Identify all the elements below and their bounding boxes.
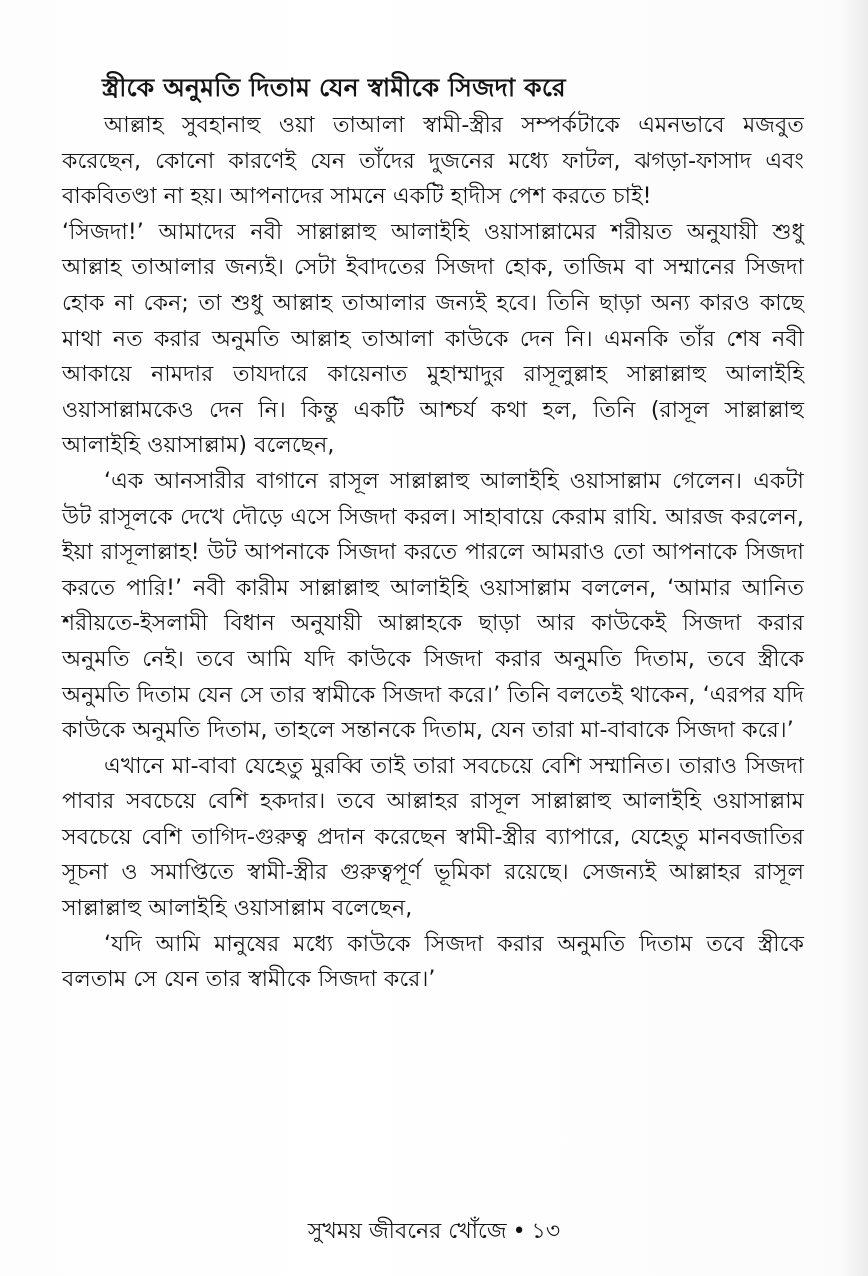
paragraph-closing-hadith: ‘যদি আমি মানুষের মধ্যে কাউকে সিজদা করার অনুমতি দিতাম তবে স্ত্রীকে বলতাম সে যেন তার স্বামীকে সিজদা করে।’ bbox=[62, 931, 804, 993]
page-number: ১৩ bbox=[531, 1219, 561, 1244]
paragraph-hadith-camel: ‘এক আনসারীর বাগানে রাসূল সাল্লাল্লাহু আলাইহি ওয়াসাল্লাম গেলেন। একটা উট রাসূলকে দেখে দৌড়ে এসে সিজদা করল। সাহাবায়ে কেরাম রাযি. আরজ করলেন, ইয়া রাসূলাল্লাহ! উট আপনাকে সিজদা করতে পারলে আমরাও তো আপনাকে সিজদা করতে পারি!’ নবী কারীম সাল্লাল্লাহু আলাইহি ওয়াসাল্লাম বললেন, ‘আমার আনিত শরীয়তে-ইসলামী বিধান অনুযায়ী আল্লাহকে ছাড়া আর কাউকেই সিজদা করার অনুমতি নেই। তবে আমি যদি কাউকে সিজদা করার অনুমতি দিতাম, তবে স্ত্রীকে অনুমতি দিতাম যেন সে তার স্বামীকে সিজদা করে।’ তিনি বলতেই থাকেন, ‘এরপর যদি কাউকে অনুমতি দিতাম, তাহলে সন্তানকে দিতাম, যেন তারা মা-বাবাকে সিজদা করে।’ bbox=[62, 468, 804, 744]
page-content bbox=[62, 68, 804, 998]
page-edge-shadow bbox=[840, 0, 868, 1276]
paragraph-sijda-rule: ‘সিজদা!’ আমাদের নবী সাল্লাল্লাহু আলাইহি ওয়াসাল্লামের শরীয়ত অনুযায়ী শুধু আল্লাহ তাআলার জন্যই। সেটা ইবাদতের সিজদা হোক, তাজিম বা সম্মানের সিজদা হোক না কেন; তা শুধু আল্লাহ তাআলার জন্যই হবে। তিনি ছাড়া অন্য কারও কাছে মাথা নত করার অনুমতি আল্লাহ তাআলা কাউকে দেন নি। এমনকি তাঁর শেষ নবী আকায়ে নামদার তাযদারে কায়েনাত মুহাম্মাদুর রাসূলুল্লাহ সাল্লাল্লাহু আলাইহি ওয়াসাল্লামকেও দেন নি। কিন্তু একটি আশ্চর্য কথা হল, তিনি (রাসূল সাল্লাল্লাহু আলাইহি ওয়াসাল্লাম) বলেছেন, bbox=[62, 219, 804, 459]
footer-separator: • bbox=[512, 1219, 526, 1244]
paragraph-explanation: এখানে মা-বাবা যেহেতু মুরব্বি তাই তারা সবচেয়ে বেশি সম্মানিত। তারাও সিজদা পাবার সবচেয়ে বেশি হকদার। তবে আল্লাহর রাসূল সাল্লাল্লাহু আলাইহি ওয়াসাল্লাম সবচেয়ে বেশি তাগিদ-গুরুত্ব প্রদান করেছেন স্বামী-স্ত্রীর ব্যাপারে, যেহেতু মানবজাতির সূচনা ও সমাপ্তিতে স্বামী-স্ত্রীর গুরুত্বপূর্ণ ভূমিকা রয়েছে। সেজন্যই আল্লাহর রাসূল সাল্লাল্লাহু আলাইহি ওয়াসাল্লাম বলেছেন, bbox=[62, 753, 804, 922]
page-footer bbox=[0, 1216, 868, 1248]
paragraph-intro: আল্লাহ সুবহানাহু ওয়া তাআলা স্বামী-স্ত্রীর সম্পর্কটাকে এমনভাবে মজবুত করেছেন, কোনো কারণেই যেন তাঁদের দুজনের মধ্যে ফাটল, ঝগড়া-ফাসাদ এবং বাকবিতণ্ডা না হয়। আপনাদের সামনে একটি হাদীস পেশ করতে চাই! bbox=[62, 113, 804, 210]
book-title: সুখময় জীবনের খোঁজে bbox=[307, 1219, 507, 1244]
section-heading: স্ত্রীকে অনুমতি দিতাম যেন স্বামীকে সিজদা করে bbox=[102, 73, 566, 102]
